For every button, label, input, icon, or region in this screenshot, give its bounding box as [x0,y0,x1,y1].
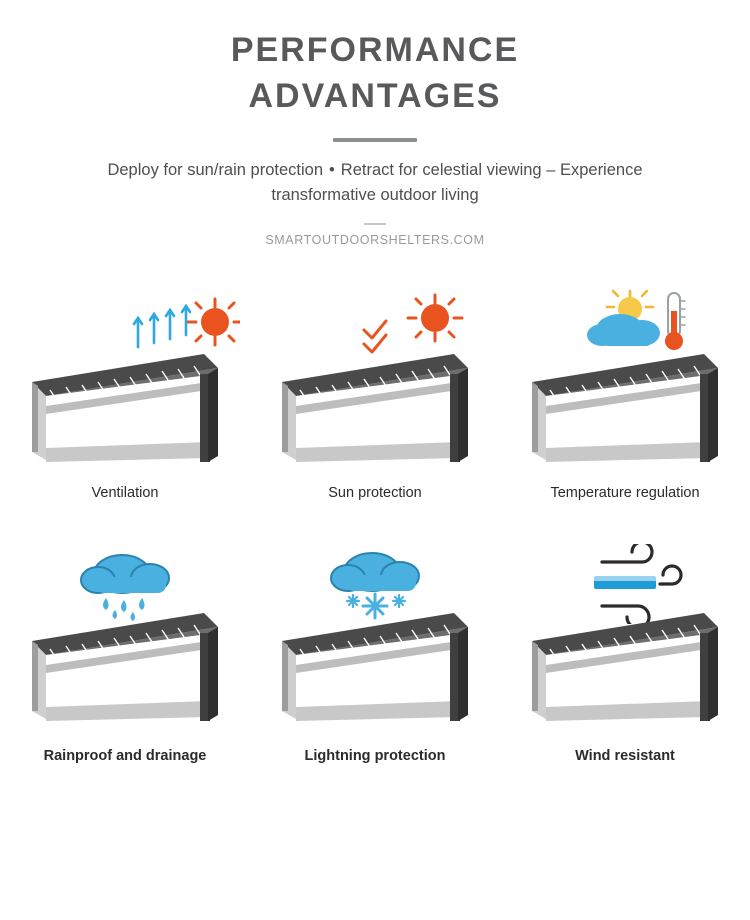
website-label: SMARTOUTDOORSHELTERS.COM [265,232,485,247]
feature-item-rainproof-and-drainage [0,544,250,764]
pergola-illustration [272,330,478,475]
feature-row-1 [0,285,750,501]
feature-illustration [10,544,240,734]
subtitle-divider [364,223,386,225]
feature-label: Rainproof and drainage [43,748,207,764]
feature-illustration [260,285,490,475]
feature-label: Temperature regulation [550,485,700,501]
page-title-line-1: PERFORMANCE [230,31,520,69]
subtitle-separator: • [329,160,335,179]
feature-illustration [10,285,240,475]
feature-label: Lightning protection [304,748,446,764]
subtitle-part-2: Retract for celestial viewing – Experience transformative outdoor living [271,160,643,205]
page-header [0,0,750,247]
feature-grid [0,285,750,764]
feature-row-2 [0,544,750,764]
feature-illustration [260,544,490,734]
page-title [95,28,655,120]
subtitle-part-1: Deploy for sun/rain protection [107,160,323,179]
feature-label: Sun protection [328,485,422,501]
feature-label: Ventilation [91,485,159,501]
page-title-line-2: ADVANTAGES [248,76,502,115]
feature-label: Wind resistant [575,748,675,764]
pergola-illustration [22,589,228,734]
feature-illustration [510,285,740,475]
pergola-illustration [272,589,478,734]
feature-item-sun-protection [250,285,500,501]
feature-item-temperature-regulation [500,285,750,501]
feature-item-lightning-protection [250,544,500,764]
title-divider [333,138,417,142]
feature-item-wind-resistant [500,544,750,764]
pergola-illustration [522,330,728,475]
pergola-illustration [522,589,728,734]
feature-illustration [510,544,740,734]
pergola-illustration [22,330,228,475]
page-subtitle [55,158,695,209]
feature-item-ventilation [0,285,250,501]
